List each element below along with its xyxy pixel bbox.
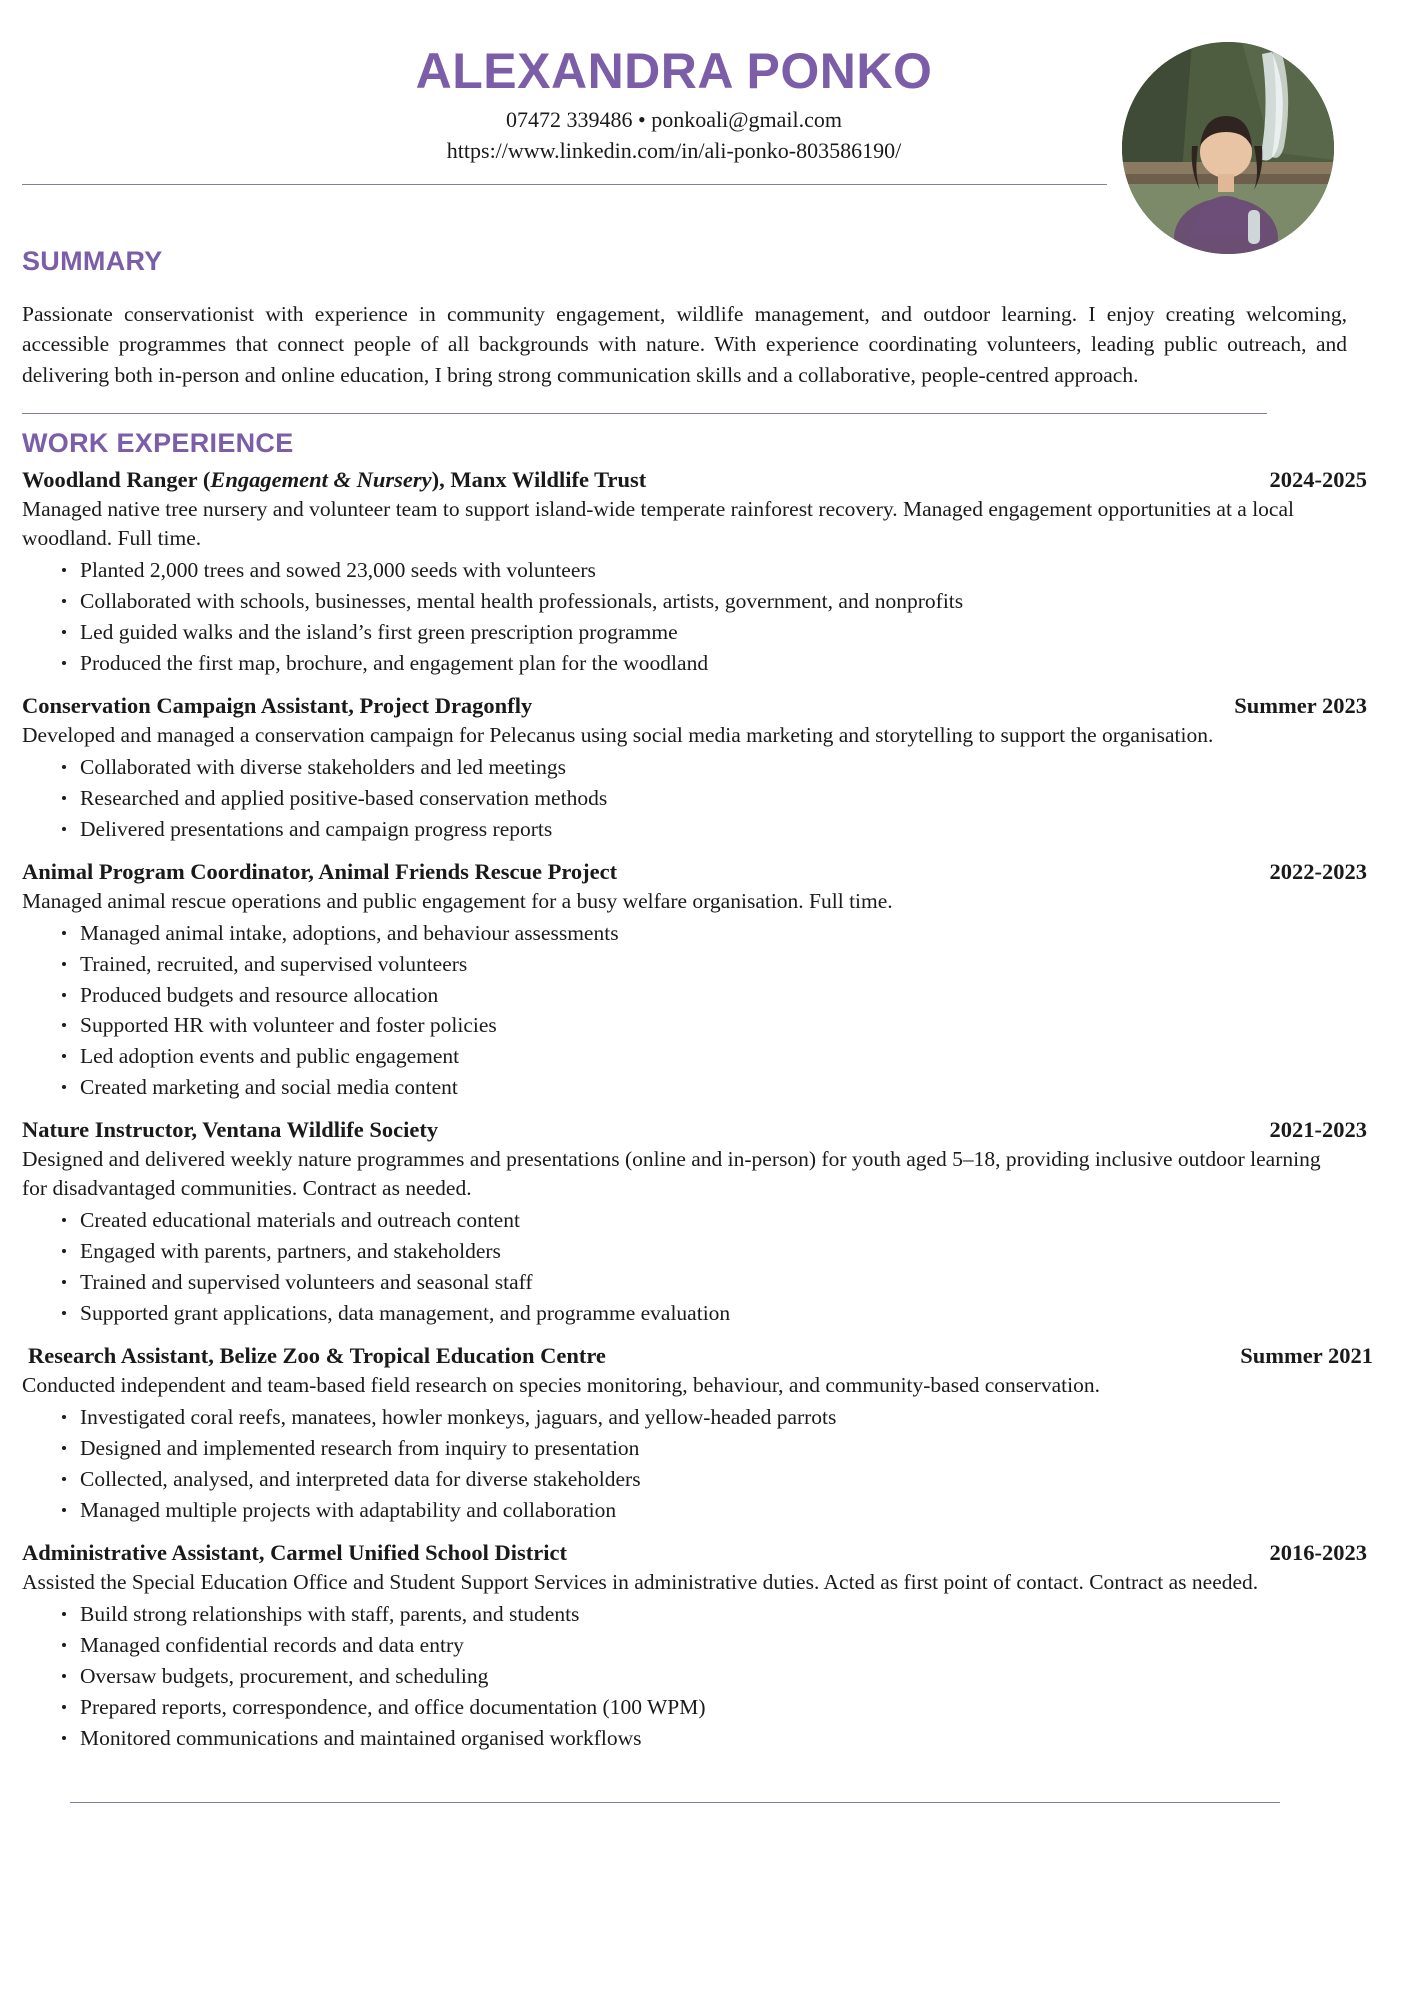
section-title-summary: SUMMARY <box>22 246 163 276</box>
list-item: Oversaw budgets, procurement, and scheduling <box>80 1661 1356 1692</box>
job-dates: 2024-2025 <box>1269 466 1367 492</box>
list-item: Created educational materials and outreach content <box>80 1205 1356 1236</box>
list-item: Build strong relationships with staff, parents, and students <box>80 1599 1356 1630</box>
list-item: Trained and supervised volunteers and seasonal staff <box>80 1267 1356 1298</box>
list-item: Collaborated with schools, businesses, mental health professionals, artists, government, and nonprofits <box>80 586 1356 617</box>
job-bullet-list <box>22 1599 1356 1754</box>
contact-line: 07472 339486 • ponkoali@gmail.com <box>506 107 842 132</box>
job-header <box>22 1540 1367 1566</box>
job-title: Administrative Assistant, Carmel Unified School District <box>22 1539 567 1565</box>
list-item: Researched and applied positive-based conservation methods <box>80 783 1356 814</box>
job-dates: 2021-2023 <box>1269 1117 1367 1143</box>
job-header <box>22 693 1367 719</box>
list-item: Supported HR with volunteer and foster policies <box>80 1010 1356 1041</box>
job-entry <box>22 692 1367 845</box>
job-header <box>22 859 1367 885</box>
job-bullet-list <box>22 1205 1356 1329</box>
list-item: Engaged with parents, partners, and stakeholders <box>80 1236 1356 1267</box>
job-dates: 2022-2023 <box>1269 858 1367 884</box>
page-title: ALEXANDRA PONKO <box>415 43 933 99</box>
resume-header <box>22 42 1356 232</box>
job-entry <box>22 1343 1373 1526</box>
list-item: Led guided walks and the island’s first green prescription programme <box>80 617 1356 648</box>
job-title: Research Assistant, Belize Zoo & Tropical Education Centre <box>28 1343 606 1369</box>
job-title: Woodland Ranger (Engagement & Nursery), Manx Wildlife Trust <box>22 466 647 492</box>
job-entry <box>22 466 1367 679</box>
job-description: Developed and managed a conservation campaign for Pelecanus using social media marketing and storytelling to support the organisation. <box>22 722 1214 747</box>
job-entry <box>22 1117 1367 1329</box>
summary-text: Passionate conservationist with experience in community engagement, wildlife management, and outdoor learning. I enjoy creating welcoming, accessible programmes that connect people of all backgrounds with nature. With experience coordinating volunteers, leading public outreach, and delivering both in-person and online education, I bring strong communication skills and a collaborative, people-centred approach. <box>22 301 1347 388</box>
list-item: Designed and implemented research from inquiry to presentation <box>80 1433 1356 1464</box>
list-item: Collected, analysed, and interpreted data for diverse stakeholders <box>80 1464 1356 1495</box>
job-description: Designed and delivered weekly nature programmes and presentations (online and in-person) for youth aged 5–18, providing inclusive outdoor learning for disadvantaged communities. Contract as needed. <box>22 1147 1321 1201</box>
list-item: Prepared reports, correspondence, and office documentation (100 WPM) <box>80 1692 1356 1723</box>
header-divider <box>22 184 1107 185</box>
list-item: Managed animal intake, adoptions, and behaviour assessments <box>80 918 1356 949</box>
list-item: Trained, recruited, and supervised volunteers <box>80 949 1356 980</box>
list-item: Led adoption events and public engagement <box>80 1041 1356 1072</box>
job-bullet-list <box>22 918 1356 1104</box>
list-item: Planted 2,000 trees and sowed 23,000 seeds with volunteers <box>80 555 1356 586</box>
list-item: Created marketing and social media content <box>80 1072 1356 1103</box>
job-title: Conservation Campaign Assistant, Project Dragonfly <box>22 692 533 718</box>
job-bullet-list <box>22 1402 1356 1526</box>
bottom-divider <box>70 1802 1280 1803</box>
job-header <box>22 1343 1373 1369</box>
job-title: Nature Instructor, Ventana Wildlife Society <box>22 1117 439 1143</box>
job-entry <box>22 858 1367 1104</box>
list-item: Produced the first map, brochure, and engagement plan for the woodland <box>80 648 1356 679</box>
list-item: Produced budgets and resource allocation <box>80 980 1356 1011</box>
job-description: Managed animal rescue operations and public engagement for a busy welfare organisation. Full time. <box>22 888 893 913</box>
profile-photo <box>1122 42 1334 254</box>
list-item: Managed multiple projects with adaptability and collaboration <box>80 1495 1356 1526</box>
linkedin-url[interactable]: https://www.linkedin.com/in/ali-ponko-803586190/ <box>446 138 902 164</box>
job-bullet-list <box>22 752 1356 845</box>
job-dates: Summer 2023 <box>1234 692 1367 718</box>
job-description: Managed native tree nursery and volunteer team to support island-wide temperate rainforest recovery. Managed engagement opportunities at a local woodland. Full time. <box>22 496 1294 550</box>
job-description: Assisted the Special Education Office and Student Support Services in administrative duties. Acted as first point of contact. Contract as needed. <box>22 1569 1259 1594</box>
job-entry <box>22 1539 1367 1754</box>
list-item: Managed confidential records and data entry <box>80 1630 1356 1661</box>
list-item: Delivered presentations and campaign progress reports <box>80 814 1356 845</box>
job-title: Animal Program Coordinator, Animal Friends Rescue Project <box>22 858 618 884</box>
job-header <box>22 1117 1367 1143</box>
job-header <box>22 467 1367 493</box>
summary-divider <box>22 413 1267 414</box>
job-dates: 2016-2023 <box>1269 1539 1367 1565</box>
list-item: Investigated coral reefs, manatees, howler monkeys, jaguars, and yellow-headed parrots <box>80 1402 1356 1433</box>
job-dates: Summer 2021 <box>1240 1343 1373 1369</box>
list-item: Supported grant applications, data management, and programme evaluation <box>80 1298 1356 1329</box>
job-bullet-list <box>22 555 1356 679</box>
list-item: Collaborated with diverse stakeholders and led meetings <box>80 752 1356 783</box>
list-item: Monitored communications and maintained organised workflows <box>80 1723 1356 1754</box>
work-experience-list <box>22 466 1373 1754</box>
section-title-work-experience: WORK EXPERIENCE <box>22 427 294 458</box>
job-description: Conducted independent and team-based field research on species monitoring, behaviour, and community-based conservation. <box>22 1373 1100 1398</box>
